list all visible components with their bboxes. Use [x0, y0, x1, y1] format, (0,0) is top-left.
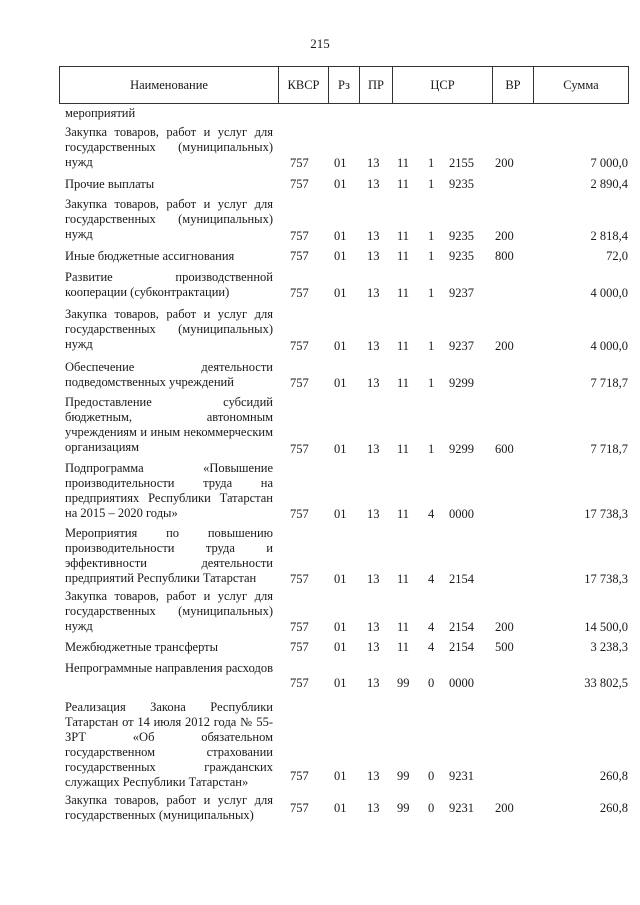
row-pr: 13 [367, 339, 380, 353]
row-csr-code: 9235 [449, 249, 474, 263]
row-csr-subprogram: 4 [428, 620, 435, 634]
row-rz: 01 [334, 640, 347, 654]
row-sum: 260,8 [599, 801, 628, 815]
row-kvsr: 757 [290, 676, 309, 690]
row-pr: 13 [367, 620, 380, 634]
row-name: Закупка товаров, работ и услуг для государственных (муниципальных) нужд [65, 307, 273, 351]
row-csr-program: 11 [397, 640, 410, 654]
row-name: Закупка товаров, работ и услуг для государственных (муниципальных) нужд [65, 125, 273, 169]
row-csr-program: 11 [397, 177, 410, 191]
row-pr: 13 [367, 769, 380, 783]
row-pr: 13 [367, 156, 380, 170]
row-sum: 260,8 [599, 769, 628, 783]
row-csr-subprogram: 1 [428, 229, 435, 243]
row-sum: 17 738,3 [584, 572, 628, 586]
row-csr-code: 2154 [449, 620, 474, 634]
row-vr: 200 [495, 801, 514, 815]
header-sum: Сумма [563, 77, 599, 92]
row-pr: 13 [367, 572, 380, 586]
row-csr-subprogram: 1 [428, 177, 435, 191]
row-csr-subprogram: 4 [428, 572, 435, 586]
row-csr-code: 9237 [449, 339, 474, 353]
row-csr-program: 99 [397, 676, 410, 690]
row-name: Мероприятия по повышению производительности труда и эффективности деятельности предприятий Республики Татарстан [65, 526, 273, 585]
row-kvsr: 757 [290, 801, 309, 815]
row-rz: 01 [334, 507, 347, 521]
row-kvsr: 757 [290, 769, 309, 783]
row-sum: 7 000,0 [590, 156, 628, 170]
row-csr-program: 11 [397, 376, 410, 390]
row-vr: 200 [495, 339, 514, 353]
row-pr: 13 [367, 640, 380, 654]
row-csr-code: 2154 [449, 640, 474, 654]
row-csr-subprogram: 4 [428, 507, 435, 521]
row-rz: 01 [334, 249, 347, 263]
row-name: мероприятий [65, 106, 136, 120]
row-csr-program: 11 [397, 229, 410, 243]
row-csr-code: 9235 [449, 177, 474, 191]
row-rz: 01 [334, 229, 347, 243]
row-kvsr: 757 [290, 339, 309, 353]
row-csr-code: 9231 [449, 801, 474, 815]
row-rz: 01 [334, 376, 347, 390]
row-kvsr: 757 [290, 286, 309, 300]
header-rz: Рз [329, 67, 360, 103]
row-kvsr: 757 [290, 156, 309, 170]
row-sum: 17 738,3 [584, 507, 628, 521]
row-csr-code: 9237 [449, 286, 474, 300]
row-pr: 13 [367, 676, 380, 690]
row-csr-subprogram: 0 [428, 769, 435, 783]
row-sum: 72,0 [606, 249, 628, 263]
row-csr-code: 9299 [449, 442, 474, 456]
row-csr-program: 99 [397, 769, 410, 783]
row-pr: 13 [367, 177, 380, 191]
row-kvsr: 757 [290, 177, 309, 191]
row-sum: 7 718,7 [590, 376, 628, 390]
row-csr-subprogram: 1 [428, 286, 435, 300]
row-csr-code: 0000 [449, 507, 474, 521]
header-vr: ВР [493, 67, 534, 103]
row-csr-subprogram: 1 [428, 249, 435, 263]
row-rz: 01 [334, 442, 347, 456]
row-sum: 3 238,3 [590, 640, 628, 654]
row-kvsr: 757 [290, 249, 309, 263]
row-name: Закупка товаров, работ и услуг для государственных (муниципальных) нужд [65, 197, 273, 241]
row-kvsr: 757 [290, 376, 309, 390]
row-rz: 01 [334, 620, 347, 634]
row-name: Подпрограмма «Повышение производительности труда на предприятиях Республики Татарстан на 2015 – 2020 годы» [65, 461, 273, 520]
row-vr: 600 [495, 442, 514, 456]
row-rz: 01 [334, 676, 347, 690]
row-vr: 200 [495, 229, 514, 243]
row-name: Реализация Закона Республики Татарстан от 14 июля 2012 года № 55-ЗРТ «Об обязательном государственном страховании государственных гражданских служащих Республики Татарстан» [65, 700, 273, 789]
header-csr: ЦСР [393, 67, 493, 103]
row-kvsr: 757 [290, 507, 309, 521]
row-pr: 13 [367, 286, 380, 300]
header-pr: ПР [360, 67, 393, 103]
row-vr: 500 [495, 640, 514, 654]
row-rz: 01 [334, 572, 347, 586]
row-kvsr: 757 [290, 442, 309, 456]
row-csr-code: 9299 [449, 376, 474, 390]
row-name: Обеспечение деятельности подведомственных учреждений [65, 360, 273, 389]
row-pr: 13 [367, 507, 380, 521]
row-name: Закупка товаров, работ и услуг для государственных (муниципальных) нужд [65, 589, 273, 633]
row-sum: 14 500,0 [584, 620, 628, 634]
row-rz: 01 [334, 339, 347, 353]
row-sum: 4 000,0 [590, 339, 628, 353]
row-rz: 01 [334, 177, 347, 191]
header-name: Наименование [60, 67, 279, 103]
row-csr-subprogram: 0 [428, 676, 435, 690]
row-csr-program: 11 [397, 442, 410, 456]
row-pr: 13 [367, 229, 380, 243]
row-csr-subprogram: 1 [428, 339, 435, 353]
row-sum: 33 802,5 [584, 676, 628, 690]
row-name: Предоставление субсидий бюджетным, автономным учреждениям и иным некоммерческим организациям [65, 395, 273, 454]
row-kvsr: 757 [290, 620, 309, 634]
row-name: Непрограммные направления расходов [65, 661, 273, 675]
row-csr-subprogram: 4 [428, 640, 435, 654]
row-pr: 13 [367, 376, 380, 390]
row-name: Иные бюджетные ассигнования [65, 249, 235, 263]
row-name: Межбюджетные трансферты [65, 640, 219, 654]
page-number: 215 [310, 36, 330, 51]
header-kvsr: КВСР [279, 67, 329, 103]
row-csr-code: 2154 [449, 572, 474, 586]
row-rz: 01 [334, 769, 347, 783]
row-pr: 13 [367, 442, 380, 456]
row-csr-subprogram: 1 [428, 442, 435, 456]
row-csr-program: 11 [397, 286, 410, 300]
row-name: Развитие производственной кооперации (субконтрактации) [65, 270, 273, 299]
row-csr-subprogram: 0 [428, 801, 435, 815]
row-sum: 2 818,4 [590, 229, 628, 243]
row-csr-code: 9235 [449, 229, 474, 243]
row-rz: 01 [334, 801, 347, 815]
row-csr-subprogram: 1 [428, 156, 435, 170]
row-kvsr: 757 [290, 640, 309, 654]
row-csr-program: 11 [397, 620, 410, 634]
row-vr: 200 [495, 156, 514, 170]
row-csr-code: 0000 [449, 676, 474, 690]
row-csr-program: 11 [397, 572, 410, 586]
row-csr-program: 99 [397, 801, 410, 815]
row-kvsr: 757 [290, 572, 309, 586]
row-csr-program: 11 [397, 156, 410, 170]
row-rz: 01 [334, 286, 347, 300]
row-kvsr: 757 [290, 229, 309, 243]
row-sum: 2 890,4 [590, 177, 628, 191]
row-sum: 7 718,7 [590, 442, 628, 456]
row-pr: 13 [367, 249, 380, 263]
row-vr: 200 [495, 620, 514, 634]
row-csr-code: 9231 [449, 769, 474, 783]
row-csr-program: 11 [397, 339, 410, 353]
row-name: Прочие выплаты [65, 177, 155, 191]
row-sum: 4 000,0 [590, 286, 628, 300]
row-csr-program: 11 [397, 507, 410, 521]
row-rz: 01 [334, 156, 347, 170]
row-vr: 800 [495, 249, 514, 263]
row-csr-subprogram: 1 [428, 376, 435, 390]
row-pr: 13 [367, 801, 380, 815]
row-csr-code: 2155 [449, 156, 474, 170]
row-name: Закупка товаров, работ и услуг для государственных (муниципальных) [65, 793, 273, 822]
row-csr-program: 11 [397, 249, 410, 263]
